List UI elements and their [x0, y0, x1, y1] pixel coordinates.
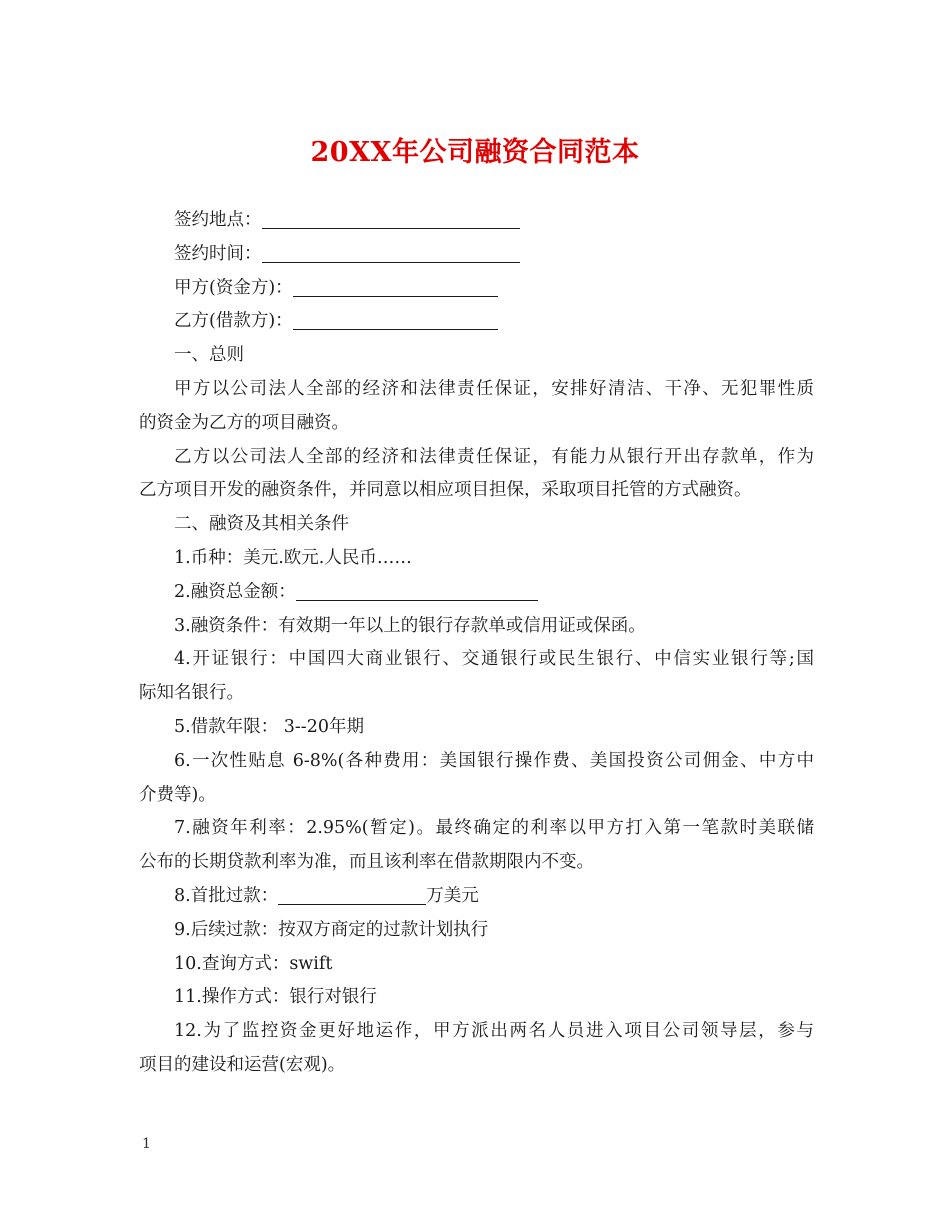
paragraph-line: 乙方以公司法人全部的经济和法律责任保证，有能力从银行开出存款单，作为	[174, 446, 814, 467]
party-a-row	[139, 272, 814, 306]
list-item-continuation: 项目的建设和运营(宏观)。	[139, 1054, 346, 1075]
sign-time-label: 签约时间：	[174, 243, 262, 264]
paragraph-line: 的资金为乙方的项目融资。	[139, 412, 349, 433]
sign-time-blank	[262, 242, 520, 263]
list-item-continuation: 介费等)。	[139, 784, 216, 805]
section-heading: 一、总则	[174, 345, 244, 366]
paragraph-line: 甲方以公司法人全部的经济和法律责任保证，安排好清洁、干净、无犯罪性质	[174, 378, 814, 399]
first-transfer-blank	[278, 884, 426, 905]
first-transfer-unit: 万美元	[426, 885, 479, 906]
total-amount-blank	[296, 580, 538, 601]
sign-time-row	[139, 238, 814, 272]
party-b-label: 乙方(借款方)：	[174, 311, 293, 332]
party-b-blank	[293, 309, 498, 330]
list-item: 3.融资条件：有效期一年以上的银行存款单或信用证或保函。	[174, 615, 646, 636]
party-a-blank	[293, 276, 498, 297]
list-item	[139, 880, 814, 914]
list-item: 4.开证银行：中国四大商业银行、交通银行或民生银行、中信实业银行等;国	[174, 649, 814, 670]
sign-place-label: 签约地点：	[174, 210, 262, 230]
document-body	[139, 204, 814, 1083]
list-item: 11.操作方式：银行对银行	[174, 987, 377, 1008]
list-item: 10.查询方式：swift	[174, 953, 333, 974]
party-b-row	[139, 305, 814, 339]
total-amount-label: 2.融资总金额：	[174, 581, 296, 602]
list-item: 12.为了监控资金更好地运作，甲方派出两名人员进入项目公司领导层，参与	[174, 1021, 814, 1042]
list-item-continuation: 公布的长期贷款利率为准，而且该利率在借款期限内不变。	[139, 852, 594, 873]
first-transfer-label: 8.首批过款：	[174, 885, 279, 906]
sign-place-blank	[262, 208, 520, 229]
list-item: 7.融资年利率：2.95%(暂定)。最终确定的利率以甲方打入第一笔款时美联储	[174, 818, 814, 839]
list-item: 6.一次性贴息 6-8%(各种费用：美国银行操作费、美国投资公司佣金、中方中	[174, 750, 814, 771]
sign-place-row	[139, 204, 814, 238]
list-item	[139, 576, 814, 610]
list-item: 1.币种：美元.欧元.人民币……	[174, 547, 412, 568]
list-item-continuation: 际知名银行。	[139, 683, 244, 704]
page-number: 1	[142, 1136, 151, 1152]
list-item: 5.借款年限： 3--20年期	[174, 716, 364, 737]
party-a-label: 甲方(资金方)：	[174, 277, 293, 298]
section-heading: 二、融资及其相关条件	[174, 514, 349, 535]
document-title: 20XX年公司融资合同范本	[310, 137, 640, 168]
list-item: 9.后续过款：按双方商定的过款计划执行	[174, 919, 489, 940]
paragraph-line: 乙方项目开发的融资条件，并同意以相应项目担保，采取项目托管的方式融资。	[139, 480, 752, 501]
